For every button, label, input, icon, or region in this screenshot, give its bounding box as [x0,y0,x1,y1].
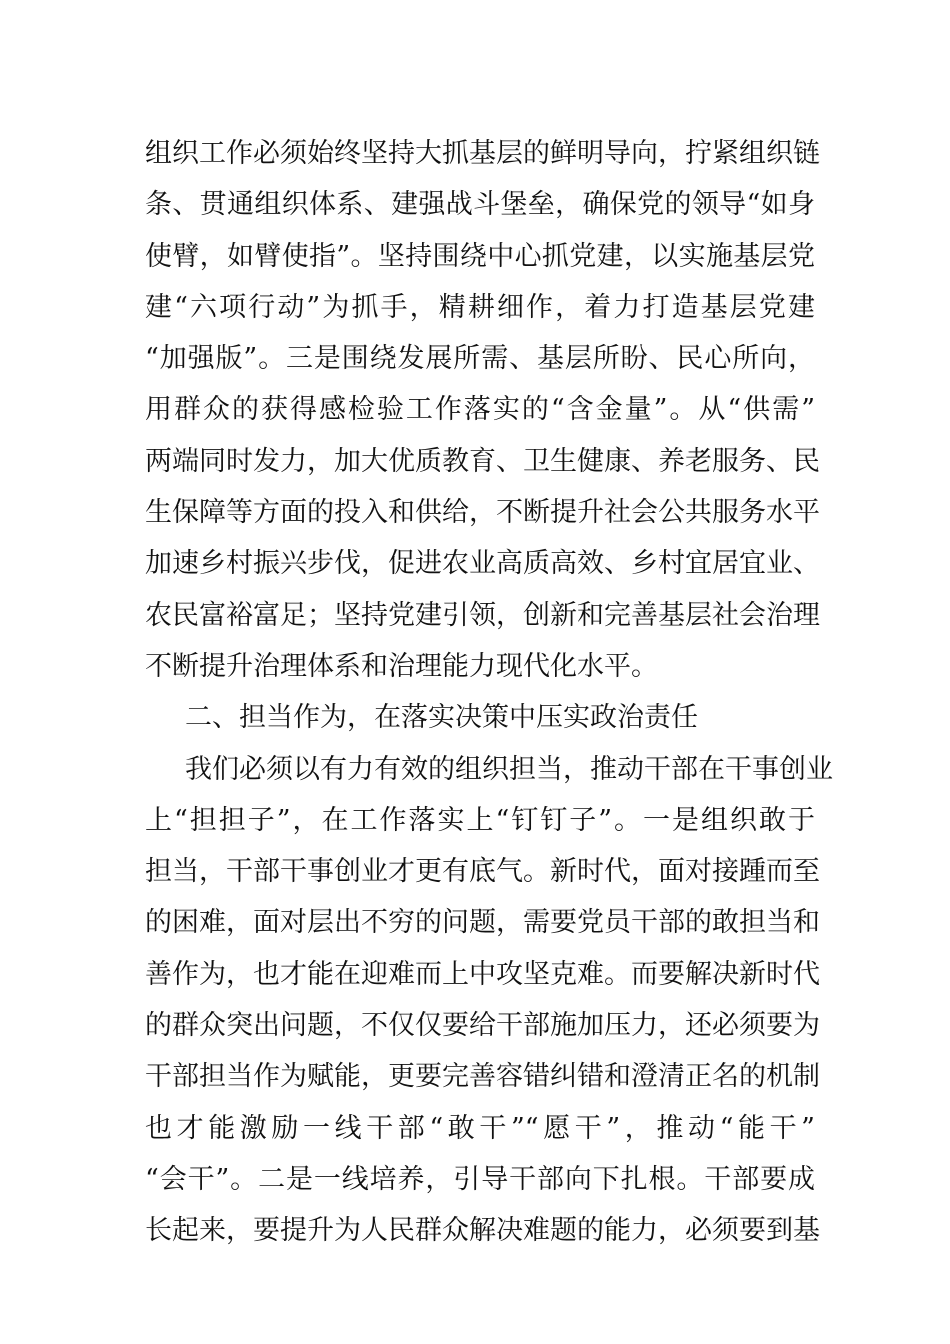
text-line: 的群众突出问题，不仅仅要给干部施加压力，还必须要为 [145,1010,820,1042]
section-heading: 二、担当作为，在落实决策中压实政治责任 [185,702,698,734]
text-line: “会干”。二是一线培养，引导干部向下扎根。干部要成 [145,1163,815,1195]
text-line: 两端同时发力，加大优质教育、卫生健康、养老服务、民 [145,445,820,477]
text-line: 建“六项行动”为抓手，精耕细作，着力打造基层党建 [145,291,815,323]
text-line: 担当，干部干事创业才更有底气。新时代，面对接踵而至 [145,856,820,888]
text-line: 不断提升治理体系和治理能力现代化水平。 [145,650,658,682]
text-line: 长起来，要提升为人民群众解决难题的能力，必须要到基 [145,1215,820,1247]
text-line: 使臂，如臂使指”。坚持围绕中心抓党建，以实施基层党 [145,240,815,272]
text-line: 善作为，也才能在迎难而上中攻坚克难。而要解决新时代 [145,958,820,990]
text-line: 组织工作必须始终坚持大抓基层的鲜明导向，拧紧组织链 [145,138,820,169]
text-line: 的困难，面对层出不穷的问题，需要党员干部的敢担当和 [145,907,820,939]
text-line: 条、贯通组织体系、建强战斗堡垒，确保党的领导“如身 [145,189,815,221]
text-line: 上“担担子”，在工作落实上“钉钉子”。一是组织敢于 [145,804,815,836]
text-line: 也才能激励一线干部“敢干”“愿干”，推动“能干” [145,1112,815,1144]
text-line: 我们必须以有力有效的组织担当，推动干部在干事创业 [185,753,833,785]
text-line: 干部担当作为赋能，更要完善容错纠错和澄清正名的机制 [145,1061,820,1093]
body-text [145,128,833,1257]
text-line: 农民富裕富足；坚持党建引领，创新和完善基层社会治理 [145,599,820,631]
text-line: 用群众的获得感检验工作落实的“含金量”。从“供需” [145,394,815,426]
text-line: “加强版”。三是围绕发展所需、基层所盼、民心所向， [145,343,815,375]
text-line: 加速乡村振兴步伐，促进农业高质高效、乡村宜居宜业、 [145,548,820,580]
text-line: 生保障等方面的投入和供给，不断提升社会公共服务水平 [145,497,820,529]
